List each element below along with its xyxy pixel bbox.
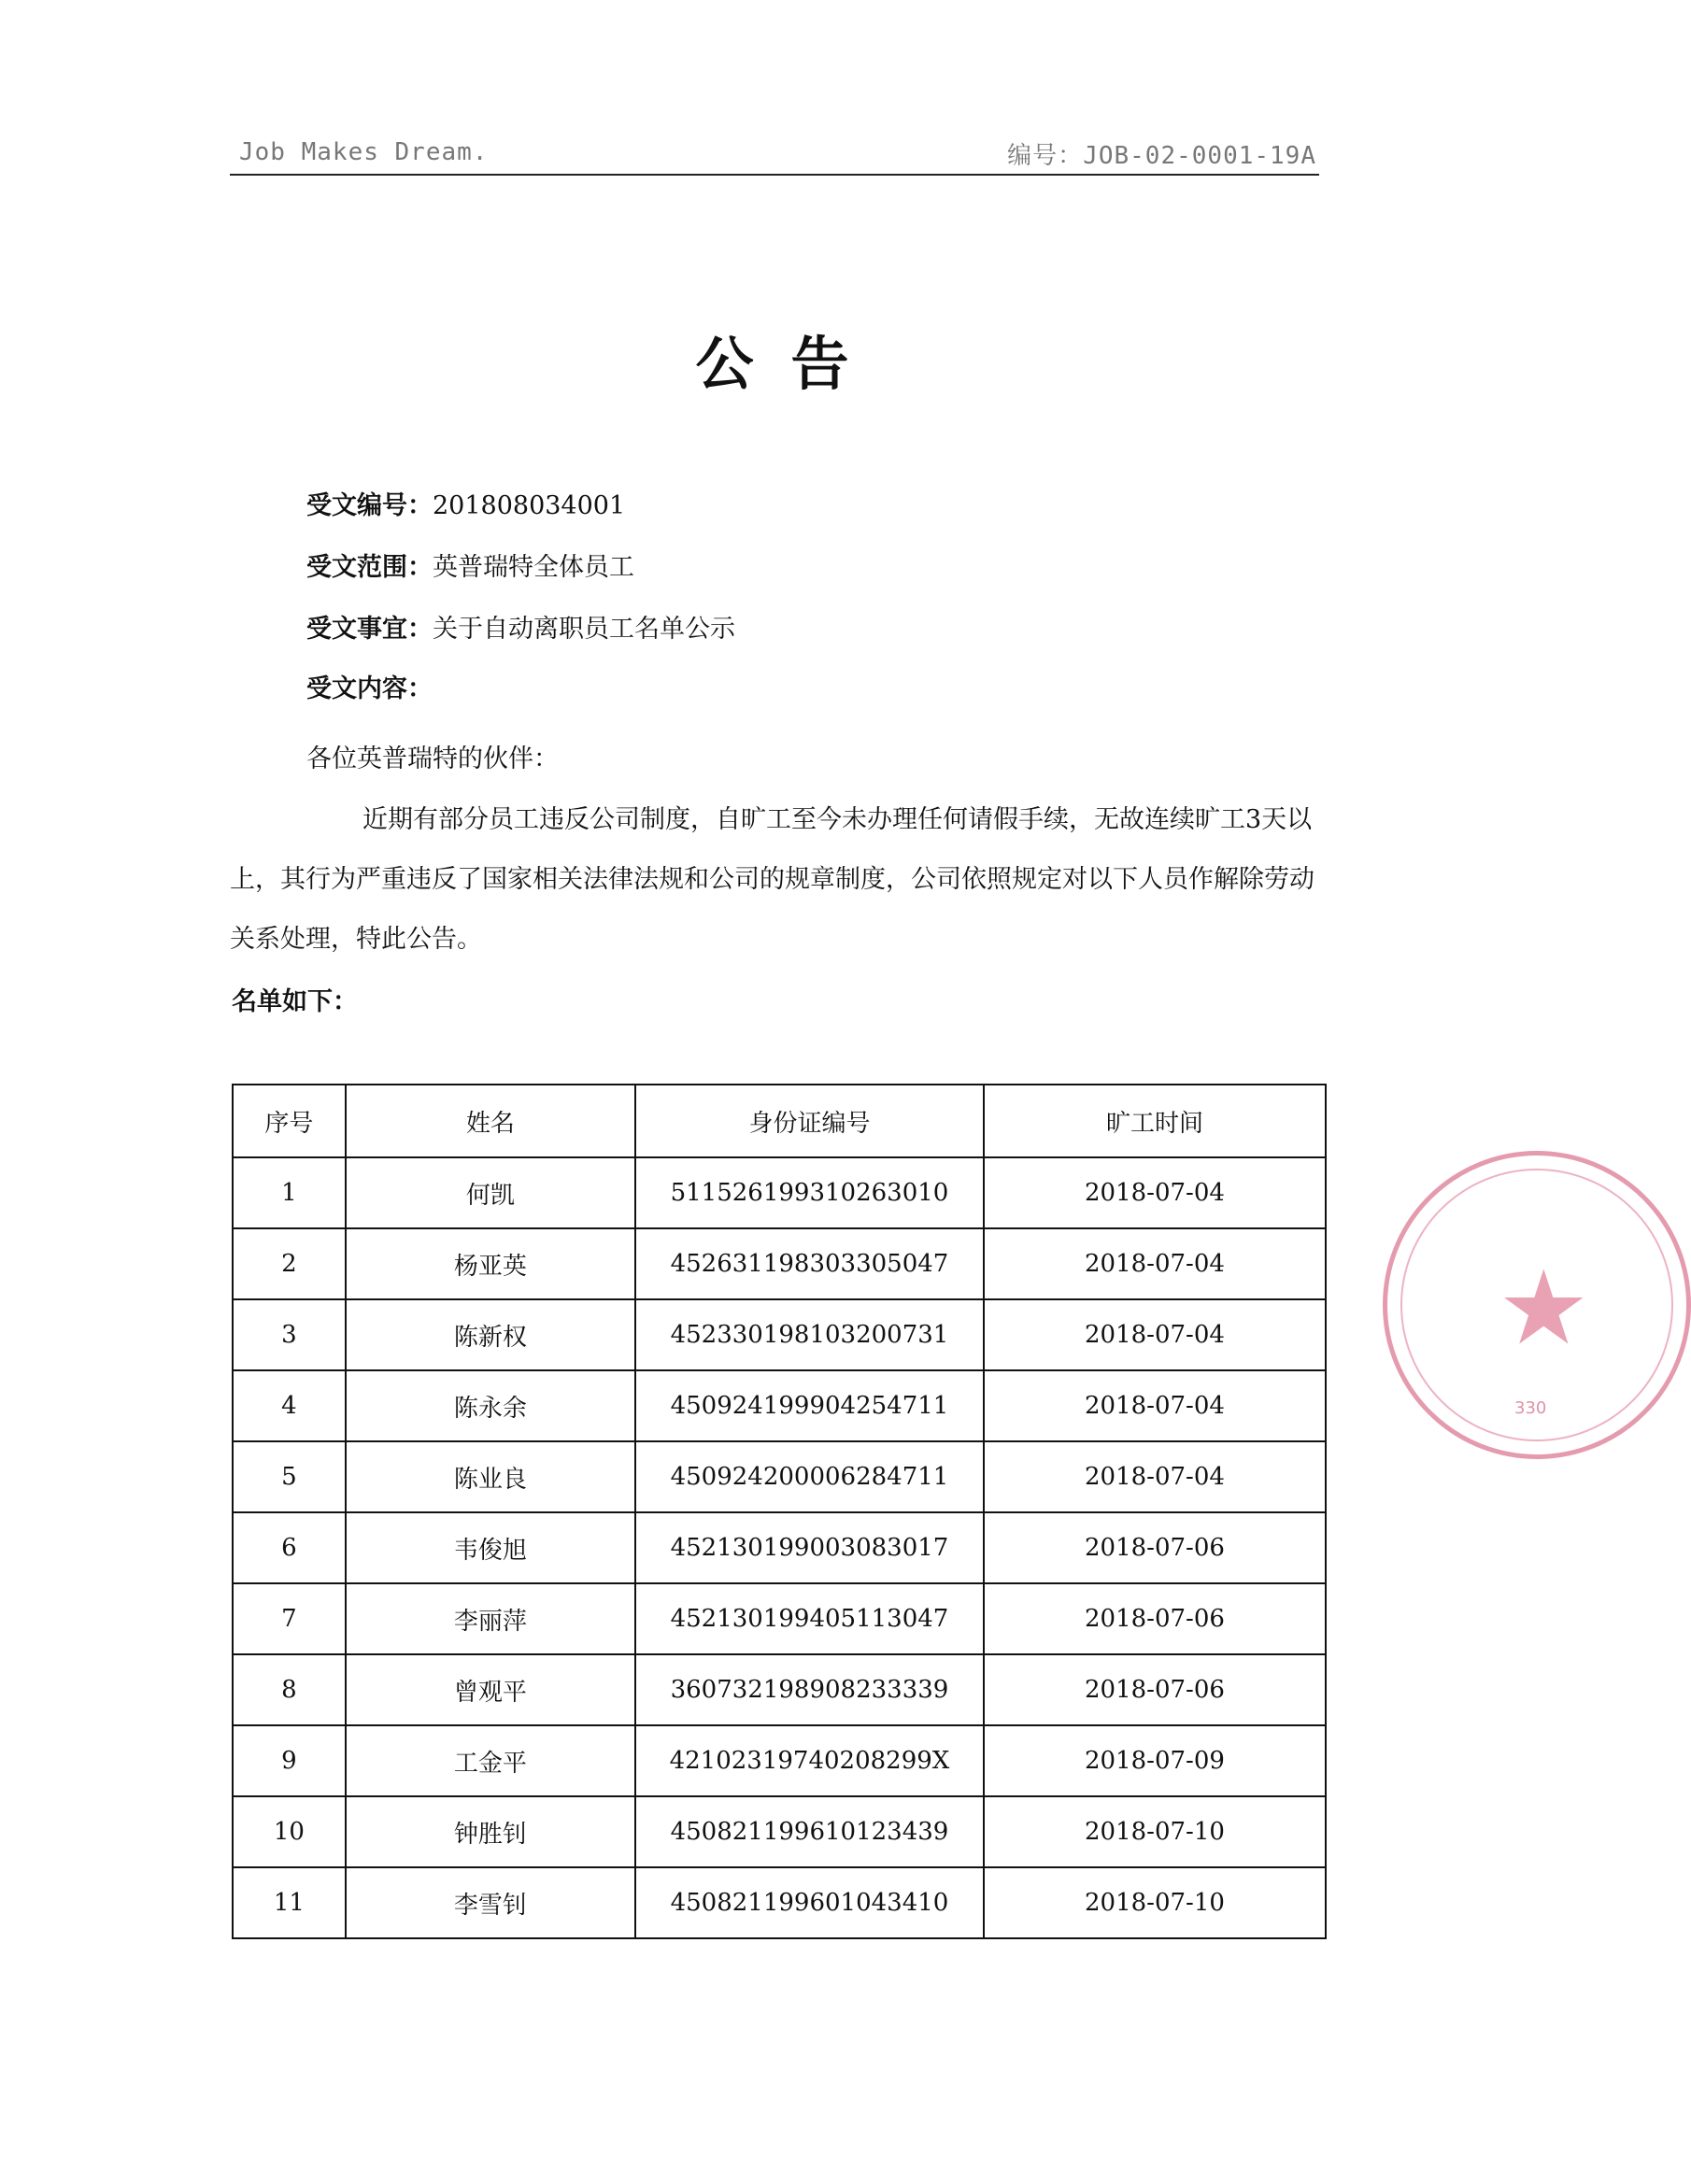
header-doc-number bbox=[1007, 136, 1316, 171]
cell-name: 韦俊旭 bbox=[346, 1512, 635, 1583]
field-content bbox=[306, 676, 433, 702]
field-subject bbox=[306, 617, 735, 642]
cell-name: 工金平 bbox=[346, 1725, 635, 1796]
cell-id-number: 452130199003083017 bbox=[635, 1512, 984, 1583]
cell-index: 8 bbox=[233, 1654, 346, 1725]
field-value: 201808034001 bbox=[433, 491, 626, 520]
cell-id-number: 511526199310263010 bbox=[635, 1157, 984, 1228]
cell-index: 3 bbox=[233, 1299, 346, 1370]
col-header-name: 姓名 bbox=[346, 1085, 635, 1157]
cell-name: 曾观平 bbox=[346, 1654, 635, 1725]
field-scope bbox=[306, 555, 634, 580]
cell-index: 7 bbox=[233, 1583, 346, 1654]
cell-index: 11 bbox=[233, 1867, 346, 1938]
cell-id-number: 452631198303305047 bbox=[635, 1228, 984, 1299]
cell-absence-date: 2018-07-04 bbox=[984, 1441, 1326, 1512]
table-row bbox=[233, 1370, 1326, 1441]
cell-absence-date: 2018-07-10 bbox=[984, 1796, 1326, 1867]
col-header-absence-date: 旷工时间 bbox=[984, 1085, 1326, 1157]
col-header-index: 序号 bbox=[233, 1085, 346, 1157]
cell-absence-date: 2018-07-04 bbox=[984, 1370, 1326, 1441]
list-title: 名单如下： bbox=[232, 987, 358, 1016]
cell-absence-date: 2018-07-06 bbox=[984, 1654, 1326, 1725]
cell-index: 10 bbox=[233, 1796, 346, 1867]
cell-name: 何凯 bbox=[346, 1157, 635, 1228]
page-title: 公告 bbox=[695, 330, 887, 398]
table-row bbox=[233, 1583, 1326, 1654]
cell-index: 5 bbox=[233, 1441, 346, 1512]
cell-absence-date: 2018-07-06 bbox=[984, 1583, 1326, 1654]
roster-table bbox=[232, 1084, 1327, 1939]
cell-id-number: 452330198103200731 bbox=[635, 1299, 984, 1370]
table-row bbox=[233, 1512, 1326, 1583]
table-row bbox=[233, 1157, 1326, 1228]
table-row bbox=[233, 1725, 1326, 1796]
table-row bbox=[233, 1654, 1326, 1725]
field-label: 受文范围： bbox=[306, 553, 433, 582]
cell-id-number: 450924199904254711 bbox=[635, 1370, 984, 1441]
star-icon: ★ bbox=[1498, 1248, 1590, 1368]
cell-name: 陈新权 bbox=[346, 1299, 635, 1370]
notice-body: 近期有部分员工违反公司制度，自旷工至今未办理任何请假手续，无故连续旷工3天以上，其行为严重违反了国家相关法律法规和公司的规章制度，公司依照规定对以下人员作解除劳动关系处理，特此公告。 bbox=[230, 805, 1314, 954]
table-row bbox=[233, 1441, 1326, 1512]
cell-id-number: 452130199405113047 bbox=[635, 1583, 984, 1654]
cell-index: 2 bbox=[233, 1228, 346, 1299]
table-row bbox=[233, 1299, 1326, 1370]
cell-absence-date: 2018-07-06 bbox=[984, 1512, 1326, 1583]
field-label: 受文事宜： bbox=[306, 615, 433, 644]
cell-id-number: 450821199610123439 bbox=[635, 1796, 984, 1867]
field-doc-id bbox=[306, 493, 625, 518]
table-row bbox=[233, 1228, 1326, 1299]
header-divider bbox=[230, 174, 1319, 176]
doc-number-value: JOB-02-0001-19A bbox=[1083, 142, 1316, 170]
cell-name: 钟胜钊 bbox=[346, 1796, 635, 1867]
cell-id-number: 360732198908233339 bbox=[635, 1654, 984, 1725]
field-value: 关于自动离职员工名单公示 bbox=[433, 615, 735, 644]
cell-name: 杨亚英 bbox=[346, 1228, 635, 1299]
roster-body bbox=[233, 1157, 1326, 1938]
cell-index: 6 bbox=[233, 1512, 346, 1583]
cell-absence-date: 2018-07-10 bbox=[984, 1867, 1326, 1938]
cell-absence-date: 2018-07-04 bbox=[984, 1228, 1326, 1299]
cell-absence-date: 2018-07-04 bbox=[984, 1157, 1326, 1228]
col-header-id-number: 身份证编号 bbox=[635, 1085, 984, 1157]
cell-name: 李雪钊 bbox=[346, 1867, 635, 1938]
field-label: 受文编号： bbox=[306, 491, 433, 520]
seal-number: 330 bbox=[1514, 1398, 1547, 1418]
table-row bbox=[233, 1796, 1326, 1867]
cell-absence-date: 2018-07-09 bbox=[984, 1725, 1326, 1796]
field-label: 受文内容： bbox=[306, 674, 433, 703]
table-row bbox=[233, 1867, 1326, 1938]
header-slogan: Job Makes Dream. bbox=[239, 138, 489, 166]
cell-id-number: 450924200006284711 bbox=[635, 1441, 984, 1512]
cell-index: 1 bbox=[233, 1157, 346, 1228]
greeting: 各位英普瑞特的伙伴： bbox=[306, 745, 559, 773]
cell-name: 陈永余 bbox=[346, 1370, 635, 1441]
doc-number-label: 编号： bbox=[1007, 142, 1084, 170]
cell-absence-date: 2018-07-04 bbox=[984, 1299, 1326, 1370]
table-header-row bbox=[233, 1085, 1326, 1157]
cell-name: 李丽萍 bbox=[346, 1583, 635, 1654]
company-seal bbox=[1383, 1151, 1691, 1459]
field-value: 英普瑞特全体员工 bbox=[433, 553, 634, 582]
cell-name: 陈业良 bbox=[346, 1441, 635, 1512]
cell-index: 9 bbox=[233, 1725, 346, 1796]
cell-id-number: 450821199601043410 bbox=[635, 1867, 984, 1938]
cell-id-number: 42102319740208299X bbox=[635, 1725, 984, 1796]
cell-index: 4 bbox=[233, 1370, 346, 1441]
